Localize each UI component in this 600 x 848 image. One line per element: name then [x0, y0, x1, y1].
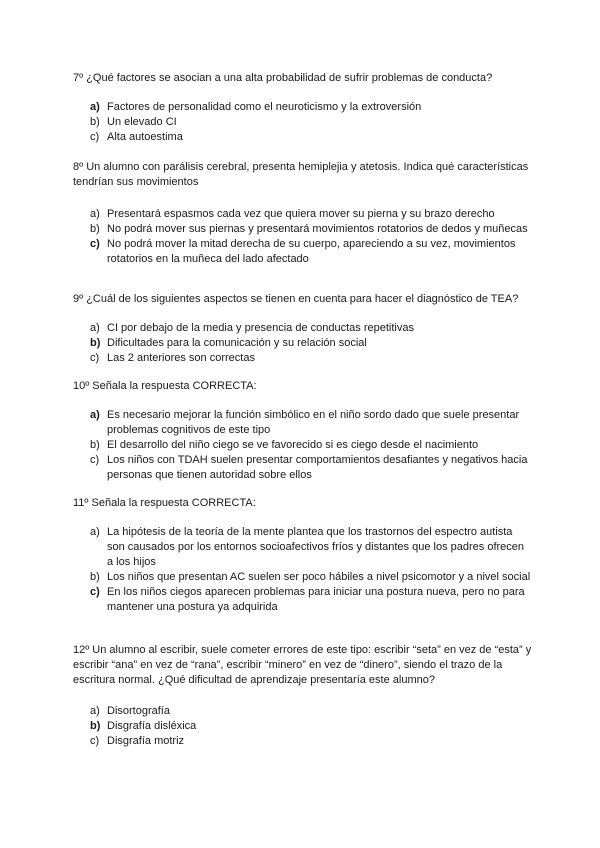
option-c: [73, 237, 533, 267]
answer-options: [73, 207, 533, 267]
option-letter: a): [90, 208, 100, 220]
answer-options: [73, 525, 533, 615]
option-text: No podrá mover sus piernas y presentará movimientos rotatorios de dedos y muñecas: [107, 223, 528, 235]
option-b: [73, 719, 533, 734]
option-text: Alta autoestima: [107, 131, 183, 143]
option-c: [73, 351, 533, 366]
option-text: Disgrafía motriz: [107, 735, 185, 747]
option-letter: a): [90, 322, 100, 334]
question-8: [73, 160, 533, 267]
option-c: [73, 453, 533, 483]
question-11: [73, 496, 533, 615]
option-text: Los niños que presentan AC suelen ser poco hábiles a nivel psicomotor y a nivel social: [107, 571, 531, 583]
option-text: Los niños con TDAH suelen presentar comportamientos desafiantes y negativos hacia personas que tienen autoridad sobre ellos: [107, 454, 528, 481]
answer-options: [73, 704, 533, 749]
option-text: Presentará espasmos cada vez que quiera mover su pierna y su brazo derecho: [107, 208, 495, 220]
option-letter: c): [90, 454, 100, 466]
answer-options: [73, 321, 533, 366]
answer-options: [73, 408, 533, 483]
option-text: Las 2 anteriores son correctas: [107, 352, 255, 364]
option-text: Disortografía: [107, 705, 170, 717]
option-a: [73, 525, 533, 570]
option-c: [73, 585, 533, 615]
option-text: Factores de personalidad como el neuroticismo y la extroversión: [107, 101, 422, 113]
option-letter: c): [90, 735, 100, 747]
option-a: [73, 100, 533, 115]
option-letter: b): [90, 720, 101, 732]
option-letter: c): [90, 238, 100, 250]
option-b: [73, 570, 533, 585]
question-stem: 9º ¿Cuál de los siguientes aspectos se tienen en cuenta para hacer el diagnóstico de TEA?: [73, 293, 519, 305]
option-b: [73, 438, 533, 453]
option-a: [73, 408, 533, 438]
question-stem: 8º Un alumno con parálisis cerebral, presenta hemiplejia y atetosis. Indica qué características tendrían sus movimientos: [73, 161, 529, 188]
question-7: [73, 71, 533, 145]
option-letter: b): [90, 571, 100, 583]
question-12: [73, 643, 533, 749]
question-stem: 12º Un alumno al escribir, suele cometer errores de este tipo: escribir “seta” en vez de “esta” y escribir “ana” en vez de “rana”, escribir “minero” en vez de “dinero”, siendo el trazo de la escritura normal. ¿Qué dificultad de aprendizaje presentaría este alumno?: [73, 644, 532, 686]
question-stem: 7º ¿Qué factores se asocian a una alta probabilidad de sufrir problemas de conducta?: [73, 72, 493, 84]
option-letter: a): [90, 409, 100, 421]
option-text: En los niños ciegos aparecen problemas para iniciar una postura nueva, pero no para mantener una postura ya adquirida: [107, 586, 525, 613]
option-letter: b): [90, 337, 101, 349]
option-b: [73, 336, 533, 351]
question-10: [73, 379, 533, 483]
option-letter: a): [90, 101, 100, 113]
option-b: [73, 115, 533, 130]
option-text: No podrá mover la mitad derecha de su cuerpo, apareciendo a su vez, movimientos rotatorios en la muñeca del lado afectado: [107, 238, 516, 265]
answer-options: [73, 100, 533, 145]
option-c: [73, 130, 533, 145]
question-stem: 11º Señala la respuesta CORRECTA:: [73, 497, 256, 509]
option-text: Un elevado CI: [107, 116, 177, 128]
option-text: Es necesario mejorar la función simbólico en el niño sordo dado que suele presentar problemas cognitivos de este tipo: [107, 409, 520, 436]
option-letter: c): [90, 352, 100, 364]
option-letter: c): [90, 586, 100, 598]
question-9: [73, 292, 533, 366]
option-text: El desarrollo del niño ciego se ve favorecido si es ciego desde el nacimiento: [107, 439, 479, 451]
option-text: Dificultades para la comunicación y su relación social: [107, 337, 367, 349]
option-letter: a): [90, 705, 100, 717]
option-text: CI por debajo de la media y presencia de conductas repetitivas: [107, 322, 414, 334]
option-b: [73, 222, 533, 237]
option-text: La hipótesis de la teoría de la mente plantea que los trastornos del espectro autista son causados por los entornos socioafectivos fríos y distantes que los padres ofrecen a los hijos: [107, 526, 525, 568]
option-a: [73, 321, 533, 336]
option-letter: b): [90, 223, 100, 235]
option-letter: c): [90, 131, 100, 143]
question-stem: 10º Señala la respuesta CORRECTA:: [73, 380, 257, 392]
option-c: [73, 734, 533, 749]
option-a: [73, 704, 533, 719]
option-a: [73, 207, 533, 222]
option-letter: a): [90, 526, 100, 538]
option-letter: b): [90, 439, 100, 451]
option-text: Disgrafía disléxica: [107, 720, 197, 732]
option-letter: b): [90, 116, 100, 128]
